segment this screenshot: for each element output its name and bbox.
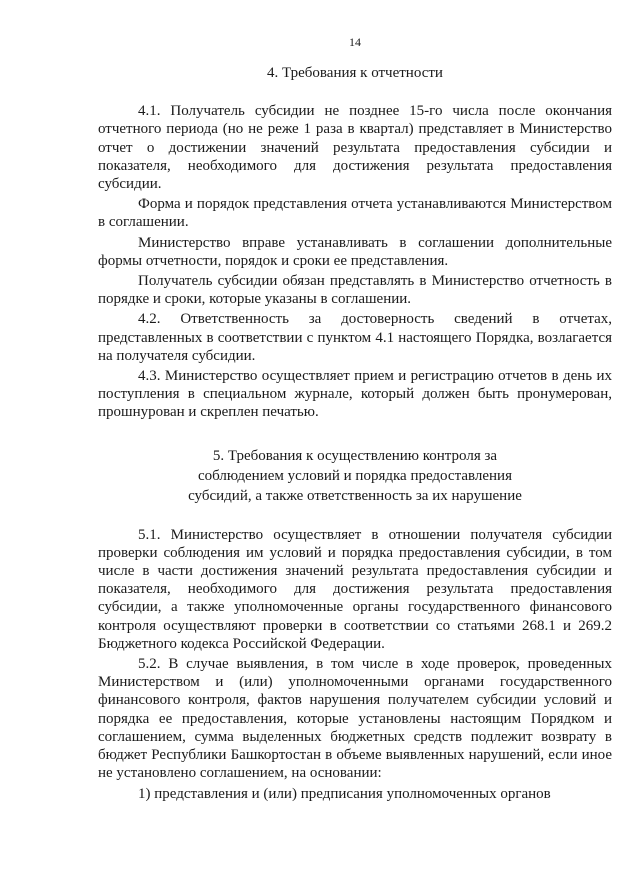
section-4-body bbox=[98, 102, 612, 421]
section-5-title-line-3: субсидий, а также ответственность за их нарушение bbox=[188, 487, 522, 504]
section-5-title-line-1: 5. Требования к осуществлению контроля за bbox=[212, 447, 498, 464]
paragraph-4-1-form: Форма и порядок представления отчета устанавливаются Министерством в соглашении. bbox=[98, 196, 612, 231]
paragraph-5-2: 5.2. В случае выявления, в том числе в ходе проверок, проведенных Министерством и (или) уполномоченными органами государственного финансового контроля, фактов нарушения получателем субсидии условий и порядка ее предоставления, которые установлены настоящим Порядком и соглашением, сумма выделенных бюджетных средств подлежит возврату в бюджет Республики Башкортостан в объеме выявленных нарушений, если иное не установлено соглашением, на основании: bbox=[98, 656, 612, 782]
section-5-body bbox=[98, 526, 612, 803]
paragraph-5-1: 5.1. Министерство осуществляет в отношении получателя субсидии проверки соблюдения им условий и порядка предоставления субсидии, в том числе в части достижения значений результата предоставления субсидии и показателя, необходимого для достижения результата предоставления субсидии, а также уполномоченные органы государственного финансового контроля осуществляют проверки в соответствии со статьями 268.1 и 269.2 Бюджетного кодекса Российской Федерации. bbox=[98, 526, 612, 652]
section-4-title: 4. Требования к отчетности bbox=[267, 65, 443, 81]
section-5-title bbox=[98, 446, 612, 506]
paragraph-4-1-obligation: Получатель субсидии обязан представлять в Министерство отчетность в порядке и сроки, которые указаны в соглашении. bbox=[98, 273, 612, 308]
page-number: 14 bbox=[349, 35, 361, 49]
paragraph-4-1: 4.1. Получатель субсидии не позднее 15-го числа после окончания отчетного периода (но не реже 1 раза в квартал) представляет в Министерство отчет о достижении значений результата предоставления субсидии и показателя, необходимого для достижения результата предоставления субсидии. bbox=[98, 103, 612, 193]
paragraph-4-3: 4.3. Министерство осуществляет прием и регистрацию отчетов в день их поступления в специальном журнале, который должен быть пронумерован, прошнурован и скреплен печатью. bbox=[98, 368, 612, 421]
paragraph-4-2: 4.2. Ответственность за достоверность сведений в отчетах, представленных в соответствии с пунктом 4.1 настоящего Порядка, возлагается на получателя субсидии. bbox=[98, 311, 612, 364]
paragraph-4-1-additional: Министерство вправе устанавливать в соглашении дополнительные формы отчетности, порядок и сроки ее представления. bbox=[98, 234, 612, 269]
section-5-title-line-2: соблюдением условий и порядка предоставления bbox=[198, 467, 512, 484]
paragraph-5-2-item-1: 1) представления и (или) предписания уполномоченных органов bbox=[138, 785, 551, 802]
